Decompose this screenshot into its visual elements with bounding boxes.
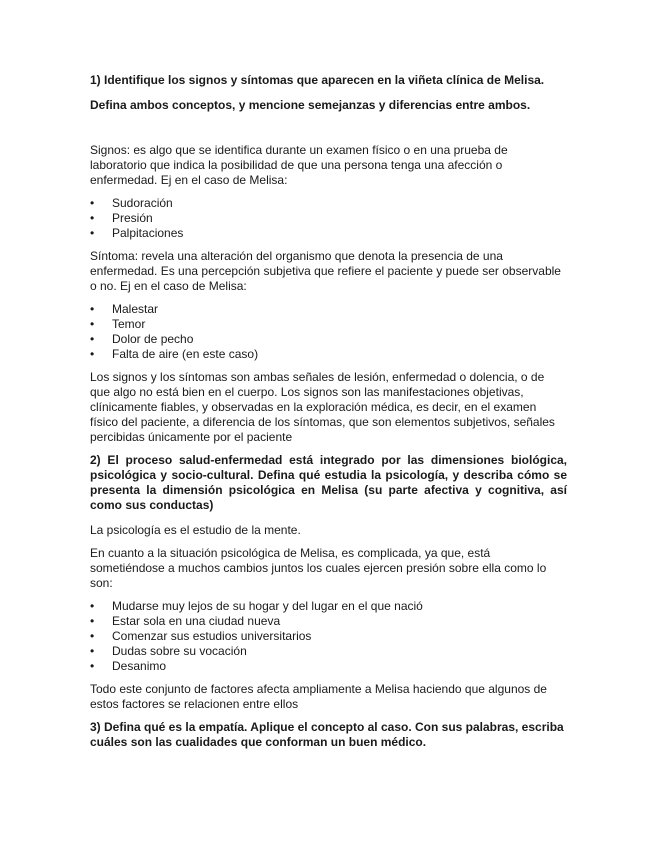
bullet-icon: • <box>90 614 95 628</box>
question-2-title: 2) El proceso salud-enfermedad está integrado por las dimensiones biológica, psicológica y socio-cultural. Defina qué estudia la psicología, y describa cómo se presenta la dimensión psicológica en Melisa (su parte afectiva y cognitiva, así como sus conductas) <box>90 453 567 512</box>
bullet-icon: • <box>90 302 95 316</box>
list-item: • Dudas sobre su vocación <box>90 644 247 658</box>
document-page <box>90 73 567 760</box>
list-item: • Temor <box>90 317 146 331</box>
psicologia-situacion: En cuanto a la situación psicológica de Melisa, es complicada, ya que, está sometiéndose a muchos cambios juntos los cuales ejercen presión sobre ella como lo son: <box>90 546 547 590</box>
factores-list <box>90 599 567 674</box>
question-3-title: 3) Defina qué es la empatía. Aplique el concepto al caso. Con sus palabras, escriba cuáles son las cualidades que conforman un buen médico. <box>90 720 564 749</box>
signos-list <box>90 196 567 241</box>
psicologia-conclusion: Todo este conjunto de factores afecta ampliamente a Melisa haciendo que algunos de estos factores se relacionen entre ellos <box>90 682 547 711</box>
list-item: • Falta de aire (en este caso) <box>90 347 259 361</box>
comparacion-paragraph: Los signos y los síntomas son ambas señales de lesión, enfermedad o dolencia, o de que algo no está bien en el cuerpo. Los signos son las manifestaciones objetivas, clínicamente fiables, y observadas en la exploración médica, es decir, en el examen físico del paciente, a diferencia de los síntomas, que son elementos subjetivos, señales percibidas únicamente por el paciente <box>90 370 555 444</box>
psicologia-definicion: La psicología es el estudio de la mente. <box>90 523 301 537</box>
list-item: • Malestar <box>90 302 159 316</box>
bullet-icon: • <box>90 629 95 643</box>
question-1-title: 1) Identifique los signos y síntomas que aparecen en la viñeta clínica de Melisa. <box>90 73 545 87</box>
bullet-icon: • <box>90 226 95 240</box>
sintomas-list <box>90 302 567 362</box>
bullet-icon: • <box>90 347 95 361</box>
bullet-icon: • <box>90 644 95 658</box>
list-item: • Comenzar sus estudios universitarios <box>90 629 312 643</box>
list-item: • Palpitaciones <box>90 226 184 240</box>
bullet-icon: • <box>90 332 95 346</box>
bullet-icon: • <box>90 196 95 210</box>
spacer <box>90 123 567 143</box>
list-item: • Estar sola en una ciudad nueva <box>90 614 281 628</box>
signos-paragraph: Signos: es algo que se identifica durante un examen físico o en una prueba de laboratorio que indica la posibilidad de que una persona tenga una afección o enfermedad. Ej en el caso de Melisa: <box>90 143 508 187</box>
bullet-icon: • <box>90 599 95 613</box>
sintomas-paragraph: Síntoma: revela una alteración del organismo que denota la presencia de una enfermedad. Es una percepción subjetiva que refiere el paciente y puede ser observable o no. Ej en el caso de Melisa: <box>90 249 561 293</box>
question-1-subtitle: Defina ambos conceptos, y mencione semejanzas y diferencias entre ambos. <box>90 98 531 112</box>
bullet-icon: • <box>90 317 95 331</box>
list-item: • Dolor de pecho <box>90 332 194 346</box>
list-item: • Presión <box>90 211 153 225</box>
list-item: • Sudoración <box>90 196 173 210</box>
bullet-icon: • <box>90 659 95 673</box>
bullet-icon: • <box>90 211 95 225</box>
list-item: • Desanimo <box>90 659 167 673</box>
list-item: • Mudarse muy lejos de su hogar y del lugar en el que nació <box>90 599 423 613</box>
